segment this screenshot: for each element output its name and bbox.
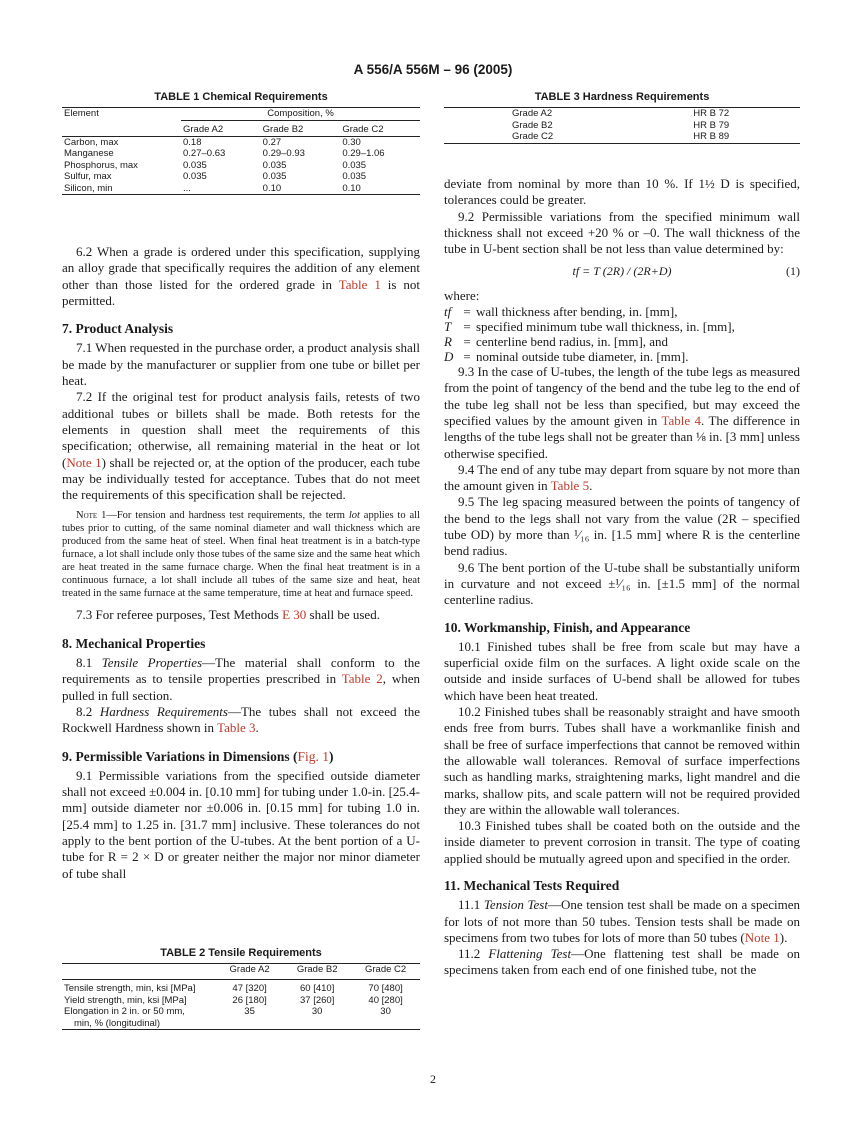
text: 11.1 [458, 897, 484, 913]
text: Elongation in 2 in. or 50 mm, [64, 1006, 185, 1017]
table-2-caption: TABLE 2 Tensile Requirements [160, 947, 322, 959]
cell: 0.27–0.63 [183, 148, 226, 159]
para-11-1 [444, 897, 800, 946]
symbol: tf [444, 304, 452, 320]
table-row [62, 1006, 420, 1030]
cell: 70 [480] [368, 983, 403, 994]
cell: 0.18 [183, 136, 202, 148]
definition: specified minimum tube wall thickness, in. [mm], [476, 319, 735, 335]
table-row [62, 183, 420, 195]
equation-number: (1) [786, 264, 800, 279]
cell: 30 [311, 1006, 323, 1017]
cell: ... [183, 182, 191, 194]
cell: 37 [260] [300, 994, 335, 1006]
e30-link[interactable]: E 30 [282, 607, 307, 623]
cell: Grade B2 [512, 119, 553, 131]
table-row [62, 171, 420, 183]
cell: HR B 72 [693, 108, 730, 119]
symbol: T [444, 319, 452, 335]
text: . [255, 720, 259, 736]
para-8-1 [62, 655, 420, 704]
para-9-6: 9.6 The bent portion of the U-tube shall be substantially uniform in curvature and not exceed ±¹⁄₁₆ in. [±1.5 mm] of the normal centerline radius. [444, 559, 800, 608]
grade-a2-header: Grade A2 [229, 964, 270, 975]
table-1-caption: TABLE 1 Chemical Requirements [154, 91, 328, 103]
text: is not permitted. [62, 276, 420, 308]
text: —One tension test shall be made on a specimen for lots of not more than 50 tubes. Tension tests shall be made on specimens from two tubes for lots of more than 50 tubes ( [444, 897, 800, 945]
cell: 0.035 [183, 171, 207, 182]
note-1 [62, 509, 420, 600]
text: —The material shall conform to the requirements as to tensile properties prescribed in [62, 655, 420, 687]
para-9-1: 9.1 Permissible variations from the specified outside diameter shall not exceed ±0.004 in. [0.10 mm] for tubing under 1.0-in. [25.4-mm] outside diameter nor ±0.006 in. [0.15 mm] for tubing 1.0 in. [25.4 mm] to 1.25 in. [31.7 mm] inclusive. These tolerances do not apply to the bent portion of the U-tubes. At the bent portion of a U-tube for R = 2 × D or greater neither the major nor minor diameter of tube shall [62, 767, 420, 881]
text: applies to all tubes prior to cutting, of the same nominal diameter and wall thickness which are produced from the same heat of steel. When final heat treatment is in a batch-type furnace, a lot shall include only those tubes of the same size and the same heat which are heat treated in the same furnace charge. When the final heat treatment is in a continuous furnace, a lot shall include all tubes of the same size and heat, heat treated in the same furnace at the same temperature, time at heat and furnace speed. [62, 510, 420, 600]
section-7-heading: 7. Product Analysis [62, 321, 174, 337]
text: 9.3 In the case of U-tubes, the length of the tube legs as measured from the point of tangency of the bend and the tube leg to the end of the tube leg shall not be less than specified, but may exceed the specified values by the amount given in [444, 364, 800, 428]
text: 9.4 The end of any tube may depart from square by not more than the amount given in [444, 461, 800, 494]
table-1 [62, 91, 420, 195]
table-row [62, 160, 420, 172]
para-7-1: 7.1 When requested in the purchase order, a product analysis shall be made by the manufacturer or supplier from one tube or billet per heat. [62, 340, 420, 389]
symbol: R [444, 334, 452, 350]
para-10-1: 10.1 Finished tubes shall be free from scale but may have a superficial oxide film on the surfaces. A light oxide scale on the outside and inside surfaces of U-bend shall be allowed for tubes which have been heat treated. [444, 638, 800, 703]
cell: HR B 79 [693, 119, 730, 131]
text: ) shall be rejected or, at the option of the producer, each tube may be individually tested for acceptance. Tubes that do not meet the requirements of this specification shall be rejected. [62, 454, 420, 503]
cell: HR B 89 [693, 131, 730, 142]
text: Tension Test [483, 897, 548, 913]
cell: 0.035 [262, 159, 287, 171]
text: 8.2 [76, 703, 100, 719]
para-6-2 [62, 244, 420, 309]
grade-a2-header: Grade A2 [183, 124, 224, 135]
table-row [62, 980, 420, 995]
cell: Yield strength, min, ksi [MPa] [64, 994, 187, 1006]
section-8-heading: 8. Mechanical Properties [62, 635, 206, 651]
text: —For tension and hardness test requirements, the term [106, 510, 349, 522]
text: 9. Permissible Variations in Dimensions ( [62, 748, 298, 764]
cell: 0.27 [262, 136, 282, 148]
table-2-link[interactable]: Table 2 [341, 671, 383, 687]
cell: Carbon, max [64, 136, 119, 148]
cell: 0.035 [183, 159, 207, 171]
cell: Phosphorus, max [64, 159, 138, 171]
text: min, % (longitudinal) [74, 1017, 161, 1029]
text: —The tubes shall not exceed the Rockwell Hardness shown in [62, 703, 421, 736]
cell: 0.10 [342, 182, 361, 194]
definition: wall thickness after bending, in. [mm], [476, 304, 678, 320]
symbol: D [444, 349, 454, 365]
para-11-2 [444, 946, 800, 979]
cell: 0.30 [342, 136, 361, 148]
cell: 30 [380, 1006, 391, 1017]
text: 8.1 [76, 655, 102, 671]
table-3-caption: TABLE 3 Hardness Requirements [534, 91, 710, 103]
text: 6.2 When a grade is ordered under this specification, supplying an alloy grade that specifically requires the addition of any element other than those listed for the ordered grade in [62, 244, 420, 292]
table-4-link[interactable]: Table 4 [661, 412, 702, 428]
right-column [444, 176, 800, 979]
text: ). [779, 929, 788, 945]
text: . [589, 478, 593, 494]
equation-text: tf = T (2R) / (2R+D) [572, 264, 672, 279]
text: , when pulled in full section. [62, 671, 420, 703]
page-number: 2 [430, 1072, 436, 1086]
para-9-3 [444, 364, 800, 462]
cell: 0.29–1.06 [342, 148, 385, 159]
table-row [62, 136, 420, 148]
table-1-link[interactable]: Table 1 [338, 276, 381, 292]
left-column [62, 244, 420, 882]
cell: 60 [410] [300, 983, 335, 994]
table-3-link[interactable]: Table 3 [217, 720, 256, 736]
text: 7.2 If the original test for product analysis fails, retests of two additional tubes or billets shall be made. Both retests for the elements in question shall meet the requirements of this specification; otherwise, all remaining material in the heat or lot ( [62, 389, 420, 470]
section-11-heading: 11. Mechanical Tests Required [444, 877, 620, 893]
section-10-heading: 10. Workmanship, Finish, and Appearance [444, 619, 691, 635]
para-8-2 [62, 704, 420, 737]
note-1-link[interactable]: Note 1 [66, 454, 102, 470]
para-9-4 [444, 462, 800, 495]
text: 11.2 [458, 946, 489, 962]
para-10-2: 10.2 Finished tubes shall be reasonably straight and have smooth ends free from burrs. Tubes shall have a workmanlike finish and shall be free of surface imperfections that cannot be removed within the allowable wall tolerances. Removal of surface imperfections such as handling marks, straightening marks, light mandrel and die marks, shallow pits, and scale pattern will not be required provided they are within the allowable wall tolerances. [444, 704, 800, 817]
definition: centerline bend radius, in. [mm], and [476, 334, 669, 350]
text: . The difference in lengths of the tube legs shall not be greater than ⅛ in. [3 mm] unless otherwise specified. [444, 412, 800, 461]
cell: Silicon, min [64, 182, 113, 194]
note-label: Note 1 [76, 510, 107, 522]
text: lot [348, 510, 360, 522]
para-9-5: 9.5 The leg spacing measured between the points of tangency of the bend to the legs shall not vary from the value (2R – specified tube OD) by more than ¹⁄₁₆ in. [1.5 mm] where R is the centerline bend radius. [444, 494, 800, 559]
fig-1-link[interactable]: Fig. 1 [297, 748, 330, 764]
text: ) [329, 748, 334, 764]
cell: 0.035 [342, 159, 367, 171]
text: shall be used. [306, 607, 380, 623]
cell: 0.29–0.93 [262, 148, 305, 159]
text: Hardness Requirements [99, 703, 228, 719]
grade-c2-header: Grade C2 [342, 124, 384, 135]
cell: 47 [320] [232, 983, 267, 994]
text: 7.3 For referee purposes, Test Methods [76, 607, 283, 623]
note-1-link[interactable]: Note 1 [744, 929, 780, 945]
cell: 0.035 [262, 171, 287, 182]
table-row [444, 131, 800, 143]
variable-row: R = centerline bend radius, in. [mm], and [444, 334, 669, 350]
where-label: where: [444, 287, 480, 303]
table-5-link[interactable]: Table 5 [550, 478, 590, 494]
variable-row: tf = wall thickness after bending, in. [mm], [444, 304, 678, 320]
cell: 35 [244, 1006, 255, 1017]
grade-c2-header: Grade C2 [365, 964, 407, 975]
table-row [444, 108, 800, 120]
grade-b2-header: Grade B2 [262, 124, 304, 135]
text: Flattening Test [488, 946, 572, 962]
table-row [62, 995, 420, 1007]
table-2 [62, 947, 420, 1030]
cell: 0.035 [342, 171, 367, 182]
cell: Sulfur, max [64, 171, 112, 182]
cell: Manganese [64, 148, 114, 159]
table-3 [444, 91, 800, 144]
table-row [62, 148, 420, 160]
variable-row: T = specified minimum tube wall thickness, in. [mm], [444, 319, 735, 335]
cell: Grade A2 [512, 108, 553, 119]
document-title: A 556/A 556M – 96 (2005) [353, 62, 513, 77]
cell [62, 1006, 216, 1030]
cell: Grade C2 [512, 131, 554, 142]
col-composition: Composition, % [181, 108, 420, 121]
variable-row: D = nominal outside tube diameter, in. [mm]. [444, 349, 689, 365]
cell: Tensile strength, min, ksi [MPa] [64, 983, 196, 994]
section-9-heading [62, 749, 420, 765]
para-9-2: 9.2 Permissible variations from the specified minimum wall thickness shall not exceed +20 % or –0. The wall thickness of the tube in U-bent section shall be not less than value determined by: [444, 208, 800, 257]
table-row [444, 120, 800, 132]
grade-b2-header: Grade B2 [296, 964, 338, 975]
col-element: Element [64, 108, 99, 119]
para-9-1-cont: deviate from nominal by more than 10 %. If 1½ D is specified, tolerances could be greater. [444, 176, 800, 208]
cell: 40 [280] [368, 994, 403, 1006]
definition: nominal outside tube diameter, in. [mm]. [476, 349, 689, 365]
cell: 26 [180] [232, 994, 267, 1006]
cell: 0.10 [262, 182, 282, 194]
text: —One flattening test shall be made on specimens taken from each end of one finished tube, not the [444, 946, 800, 978]
para-10-3: 10.3 Finished tubes shall be coated both on the outside and the inside diameter to prevent corrosion in transit. The type of coating applied should be mutually agreed upon and specified in the order. [444, 818, 800, 866]
para-7-2 [62, 389, 420, 503]
text: Tensile Properties [101, 655, 203, 671]
para-7-3 [62, 607, 420, 623]
equation-1 [444, 263, 800, 279]
